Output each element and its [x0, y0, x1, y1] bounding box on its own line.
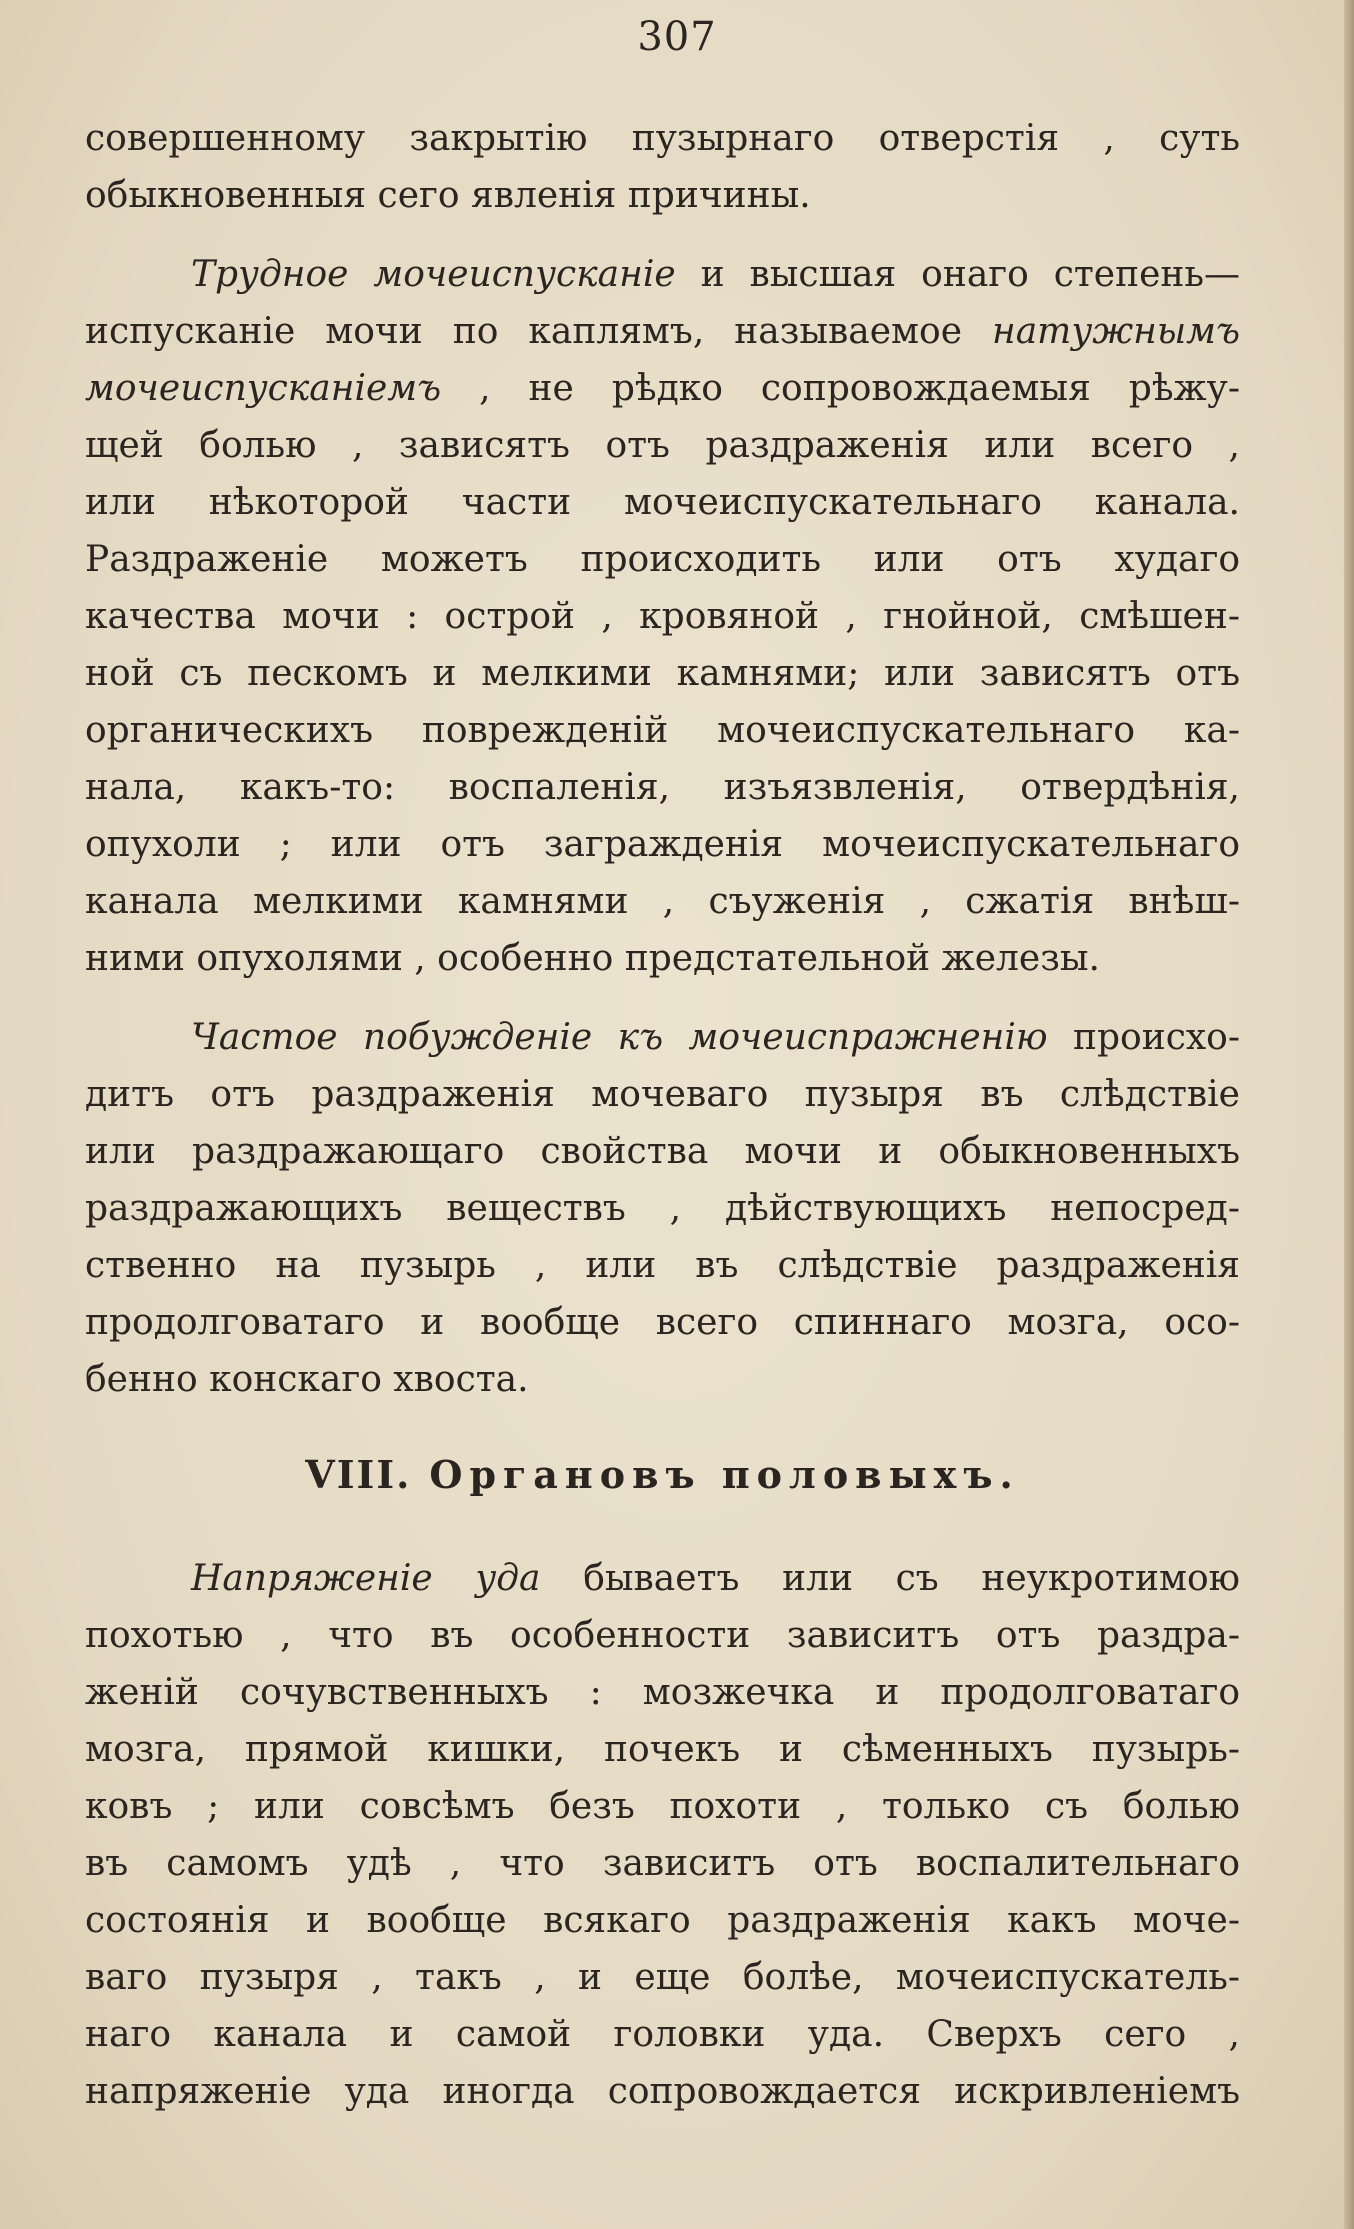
text-line: дитъ отъ раздраженія мочеваго пузыря въ слѣдствіе [85, 1074, 1240, 1115]
text-run: бываетъ или съ неукротимою [540, 1558, 1240, 1599]
text-line: органическихъ поврежденій мочеиспускательнаго ка- [85, 710, 1240, 751]
italic-term: Частое побужденіе къ мочеиспражненію [191, 1017, 1048, 1058]
text-line: напряженіе уда иногда сопровождается искривленіемъ [85, 2071, 1240, 2112]
text-run: , не рѣдко сопровождаемыя рѣжу- [441, 368, 1240, 409]
text-line: мозга, прямой кишки, почекъ и сѣменныхъ пузырь- [85, 1729, 1240, 1770]
paragraph-1 [85, 110, 1240, 224]
text-line: нала, какъ-то: воспаленія, изъязвленія, отвердѣнія, [85, 767, 1240, 808]
text-line [85, 1009, 1240, 1066]
text-line [85, 246, 1240, 303]
text-line: похотью , что въ особенности зависитъ отъ раздра- [85, 1615, 1240, 1656]
text-run: испусканіе мочи по каплямъ, называемое [85, 311, 992, 352]
text-line: въ самомъ удѣ , что зависитъ отъ воспалительнаго [85, 1843, 1240, 1884]
italic-term: натужнымъ [992, 311, 1240, 352]
text-line [85, 303, 1240, 360]
text-line: или раздражающаго свойства мочи и обыкновенныхъ [85, 1131, 1240, 1172]
page-body [85, 110, 1240, 2142]
text-line: наго канала и самой головки уда. Сверхъ сего , [85, 2014, 1240, 2055]
paragraph-3 [85, 1009, 1240, 1408]
text-line: качества мочи : острой , кровяной , гнойной, смѣшен- [85, 596, 1240, 637]
text-line: женій сочувственныхъ : мозжечка и продолговатаго [85, 1672, 1240, 1713]
italic-term: мочеиспусканіемъ [85, 368, 442, 409]
text-line: бенно конскаго хвоста. [85, 1359, 529, 1400]
section-title: Органовъ половыхъ. [429, 1452, 1020, 1497]
italic-term: Трудное мочеиспусканіе [191, 254, 676, 295]
text-run: происхо- [1047, 1017, 1240, 1058]
text-line: Раздраженіе можетъ происходить или отъ худаго [85, 539, 1240, 580]
text-line: ваго пузыря , такъ , и еще болѣе, мочеиспускатель- [85, 1957, 1240, 1998]
text-line: ними опухолями , особенно предстательной железы. [85, 938, 1100, 979]
text-line: ной съ пескомъ и мелкими камнями; или зависятъ отъ [85, 653, 1240, 694]
italic-term: Напряженіе уда [191, 1558, 541, 1599]
text-line: канала мелкими камнями , съуженія , сжатія внѣш- [85, 881, 1240, 922]
page-number: 307 [637, 14, 717, 60]
text-line: продолговатаго и вообще всего спиннаго мозга, осо- [85, 1302, 1240, 1343]
section-number: VIII. [305, 1452, 412, 1497]
text-line: состоянія и вообще всякаго раздраженія какъ моче- [85, 1900, 1240, 1941]
text-line [85, 1550, 1240, 1607]
text-line [85, 360, 1240, 417]
text-line: раздражающихъ веществъ , дѣйствующихъ непосред- [85, 1188, 1240, 1229]
page-edge [1344, 0, 1354, 2229]
section-heading [85, 1446, 1240, 1504]
text-line: или нѣкоторой части мочеиспускательнаго канала. [85, 482, 1240, 523]
paragraph-4 [85, 1550, 1240, 2120]
text-line: ственно на пузырь , или въ слѣдствіе раздраженія [85, 1245, 1240, 1286]
text-line: опухоли ; или отъ загражденія мочеиспускательнаго [85, 824, 1240, 865]
paragraph-2 [85, 246, 1240, 987]
text-run: и высшая онаго степень— [675, 254, 1240, 295]
text-line: ковъ ; или совсѣмъ безъ похоти , только съ болью [85, 1786, 1240, 1827]
text-line: щей болью , зависятъ отъ раздраженія или всего , [85, 425, 1240, 466]
text-line: обыкновенныя сего явленія причины. [85, 175, 811, 216]
text-line: совершенному закрытію пузырнаго отверстія , суть [85, 118, 1240, 159]
